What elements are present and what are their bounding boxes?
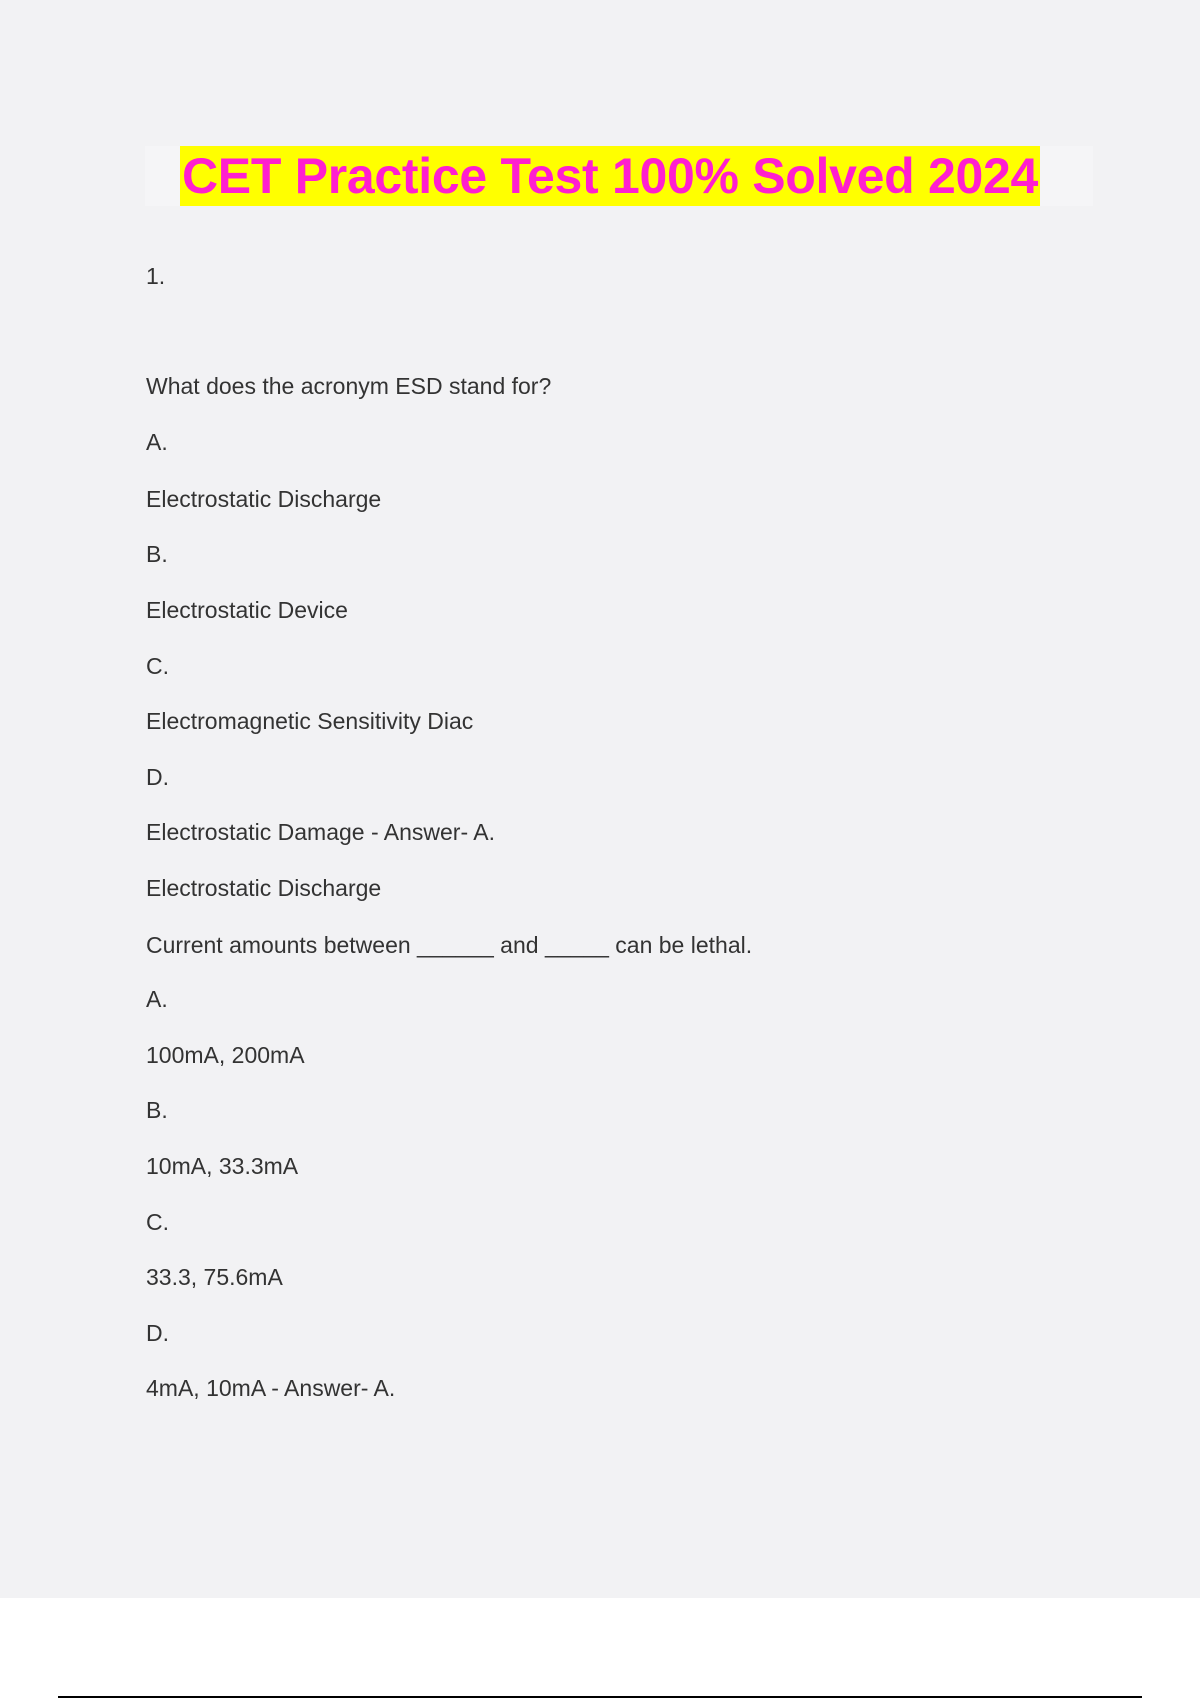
- answer-text: Electrostatic Discharge: [146, 875, 382, 901]
- option-letter: B.: [146, 541, 168, 567]
- option-letter: C.: [146, 1209, 169, 1235]
- option-text-with-answer: 4mA, 10mA - Answer- A.: [146, 1375, 396, 1401]
- option-letter: A.: [146, 986, 168, 1012]
- option-letter: B.: [146, 1097, 168, 1123]
- page-title: CET Practice Test 100% Solved 2024: [182, 148, 1038, 204]
- option-text: 100mA, 200mA: [146, 1042, 305, 1068]
- question-number: 1.: [146, 263, 166, 289]
- option-letter: C.: [146, 653, 169, 679]
- option-letter: D.: [146, 764, 169, 790]
- option-text: Electromagnetic Sensitivity Diac: [146, 708, 474, 734]
- option-text: Electrostatic Discharge: [146, 486, 382, 512]
- option-text-with-answer: Electrostatic Damage - Answer- A.: [146, 819, 495, 845]
- option-text: 33.3, 75.6mA: [146, 1264, 283, 1290]
- question-text: What does the acronym ESD stand for?: [146, 373, 552, 399]
- option-text: 10mA, 33.3mA: [146, 1153, 299, 1179]
- option-text: Electrostatic Device: [146, 597, 348, 623]
- option-letter: A.: [146, 429, 168, 455]
- question-text: Current amounts between ______ and _____ can be lethal.: [146, 932, 753, 958]
- footer-rule: [58, 1696, 1142, 1698]
- option-letter: D.: [146, 1320, 169, 1346]
